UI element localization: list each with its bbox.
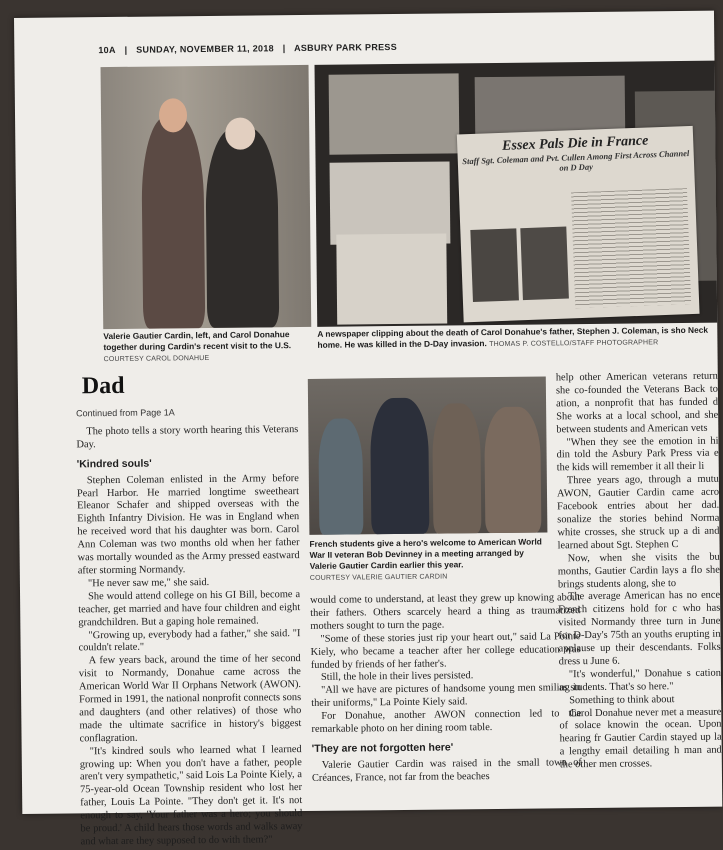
newspaper-clipping — [457, 126, 700, 323]
person-left — [141, 116, 205, 329]
clipping-portrait-cullen — [520, 227, 569, 301]
article-headline: Dad — [81, 372, 125, 400]
photo-cardin-donahue — [101, 65, 312, 329]
photo2-caption: A newspaper clipping about the death of Carol Donahue's father, Stephen J. Coleman, is sho Neck home. He was killed in the D-Day invasion. THOMAS P. COSTELLO/STAFF PHOTOGRAPHER — [317, 324, 709, 350]
paragraph: A few years back, around the time of her second visit to Normandy, Donahue came across the American World War II Orphans Network (AWON). Formed in 1991, the national nonprofit connects sons and daughters (and other relatives) of those who made the ultimate sacrifice in history's biggest conflagration. — [78, 653, 302, 745]
paragraph: Something to think about — [569, 693, 675, 706]
continued-line: Continued from Page 1A — [76, 407, 175, 419]
photo-students-veteran — [308, 376, 548, 534]
paper-name: ASBURY PARK PRESS — [293, 41, 398, 54]
subhead-not-forgotten: 'They are not forgotten here' — [311, 741, 454, 755]
clipping-sketch — [330, 161, 451, 244]
article-column-2 — [310, 592, 582, 786]
face-right — [225, 117, 255, 149]
paragraph: "Some of these stories just rip your heart out," said La Pointe Kiely, who became a teacher after her college education was funded by friends of her father's. — [310, 630, 581, 671]
student-figure — [484, 407, 541, 534]
paragraph: help other American veterans return she co-founded the Veterans Back to ation, a nonprofit that has funded d She works at a local school, and she between students and American vets — [555, 370, 719, 435]
paragraph: "Growing up, everybody had a father," she said. "I couldn't relate." — [78, 627, 301, 654]
clipping-text-block — [571, 188, 691, 308]
clipping-portrait-coleman — [470, 228, 519, 302]
page-number: 10A — [98, 44, 116, 56]
masthead-divider: | — [124, 44, 128, 55]
paragraph: Carol Donahue never met a measure of solace knowin the ocean. Upon hearing fr Gautier Cardin stayed up la a lengthy email detailing h man and the other men crosses. — [559, 706, 722, 771]
paragraph: "He never saw me," she said. — [87, 576, 210, 590]
student-figure — [318, 418, 363, 534]
paragraph: The average American has no ence French citizens hold for c who has visited Normandy three turn in June for D-Day's 75th an youths erupting in applause up their descendants. Folks dress u June 6. — [558, 590, 721, 668]
student-figure — [432, 403, 481, 533]
paragraph: For Donahue, another AWON connection led to the remarkable photo on her dining room table. — [311, 708, 582, 735]
paragraph: Still, the hole in their lives persisted. — [320, 670, 474, 684]
person-right — [205, 127, 279, 328]
photo2-credit: THOMAS P. COSTELLO/STAFF PHOTOGRAPHER — [489, 339, 659, 349]
photo1-caption: Valerie Gautier Cardin, left, and Carol Donahue together during Cardin's recent visit to the U.S. COURTESY CAROL DONAHUE — [103, 329, 292, 364]
newspaper-page — [14, 11, 722, 848]
photo3-credit: COURTESY VALERIE GAUTIER CARDIN — [309, 573, 448, 582]
paragraph: Stephen Coleman enlisted in the Army before Pearl Harbor. He married longtime sweetheart Eleanor Schafer and shipped overseas with the Eighth Infantry Division. He was in England when he received word that his daughter was born. Carol Ann Coleman was two months old when her father was mortally wounded as the Army pressed eastward after storming Normandy. — [76, 472, 300, 577]
paragraph: Valerie Gautier Cardin was raised in the small town of Créances, France, not far from the beaches — [311, 756, 582, 784]
photo3-caption: French students give a hero's welcome to American World War II veteran Bob Devinney in a meeting arranged by Valerie Gautier Cardin earlier this year. COURTESY VALERIE GAUTIER CARDIN — [309, 536, 542, 582]
paragraph: Three years ago, through a mutu AWON, Gautier Cardin came acro Facebook entries about her dad. sonalize the stories behind Norma white crosses, she struck up a di and learned about Sgt. Stephen C — [556, 473, 720, 552]
paragraph: "It's kindred souls who learned what I learned growing up: When you don't have a father, people aren't very sympathetic," said Lois La Pointe Kiely, a 75-year-old Ocean Township resident who lost her father, Louis La Pointe. "They don't get it. It's not enough to say, 'Your father was a hero; you should be proud.' A child hears those words and walks away and what are they supposed to do with them?" — [79, 743, 303, 848]
clipping-subhead: Staff Sgt. Coleman and Pvt. Cullen Among First Across Channel on D Day — [462, 147, 690, 173]
portrait-soldier — [329, 73, 460, 154]
paragraph: "When they see the emotion in hi din told the Asbury Park Press via e the kids will remember it all their li — [556, 435, 719, 474]
paragraph: "It's wonderful," Donahue s cation as students. That's so here." — [558, 667, 721, 694]
masthead-divider: | — [282, 43, 286, 54]
face-left — [159, 98, 187, 132]
photo1-credit: COURTESY CAROL DONAHUE — [103, 354, 210, 364]
article-column-3 — [556, 371, 722, 803]
clipping-photo-couple — [336, 233, 447, 324]
veteran-figure — [370, 398, 429, 535]
paragraph: She would attend college on his GI Bill, become a teacher, get married and have four children and eight grandchildren. But a gaping hole remained. — [78, 588, 301, 628]
article-column-1 — [76, 405, 303, 849]
issue-date: SUNDAY, NOVEMBER 11, 2018 — [136, 43, 274, 55]
subhead-kindred-souls: 'Kindred souls' — [76, 457, 152, 471]
masthead — [98, 42, 403, 55]
paragraph: would come to understand, at least they grew up knowing about their fathers. Others scarcely heard a thing as traumatized mothers sought to turn the page. — [310, 592, 581, 632]
paragraph: Now, when she visits the bu months, Gautier Cardin lays a flo she brings students along, she to — [557, 551, 720, 590]
paragraph: "All we have are pictures of handsome young men smiling in their uniforms," La Pointe Kiely said. — [311, 682, 582, 710]
clipping-headline: Essex Pals Die in France — [501, 133, 649, 154]
article-intro: The photo tells a story worth hearing this Veterans Day. — [76, 423, 299, 451]
